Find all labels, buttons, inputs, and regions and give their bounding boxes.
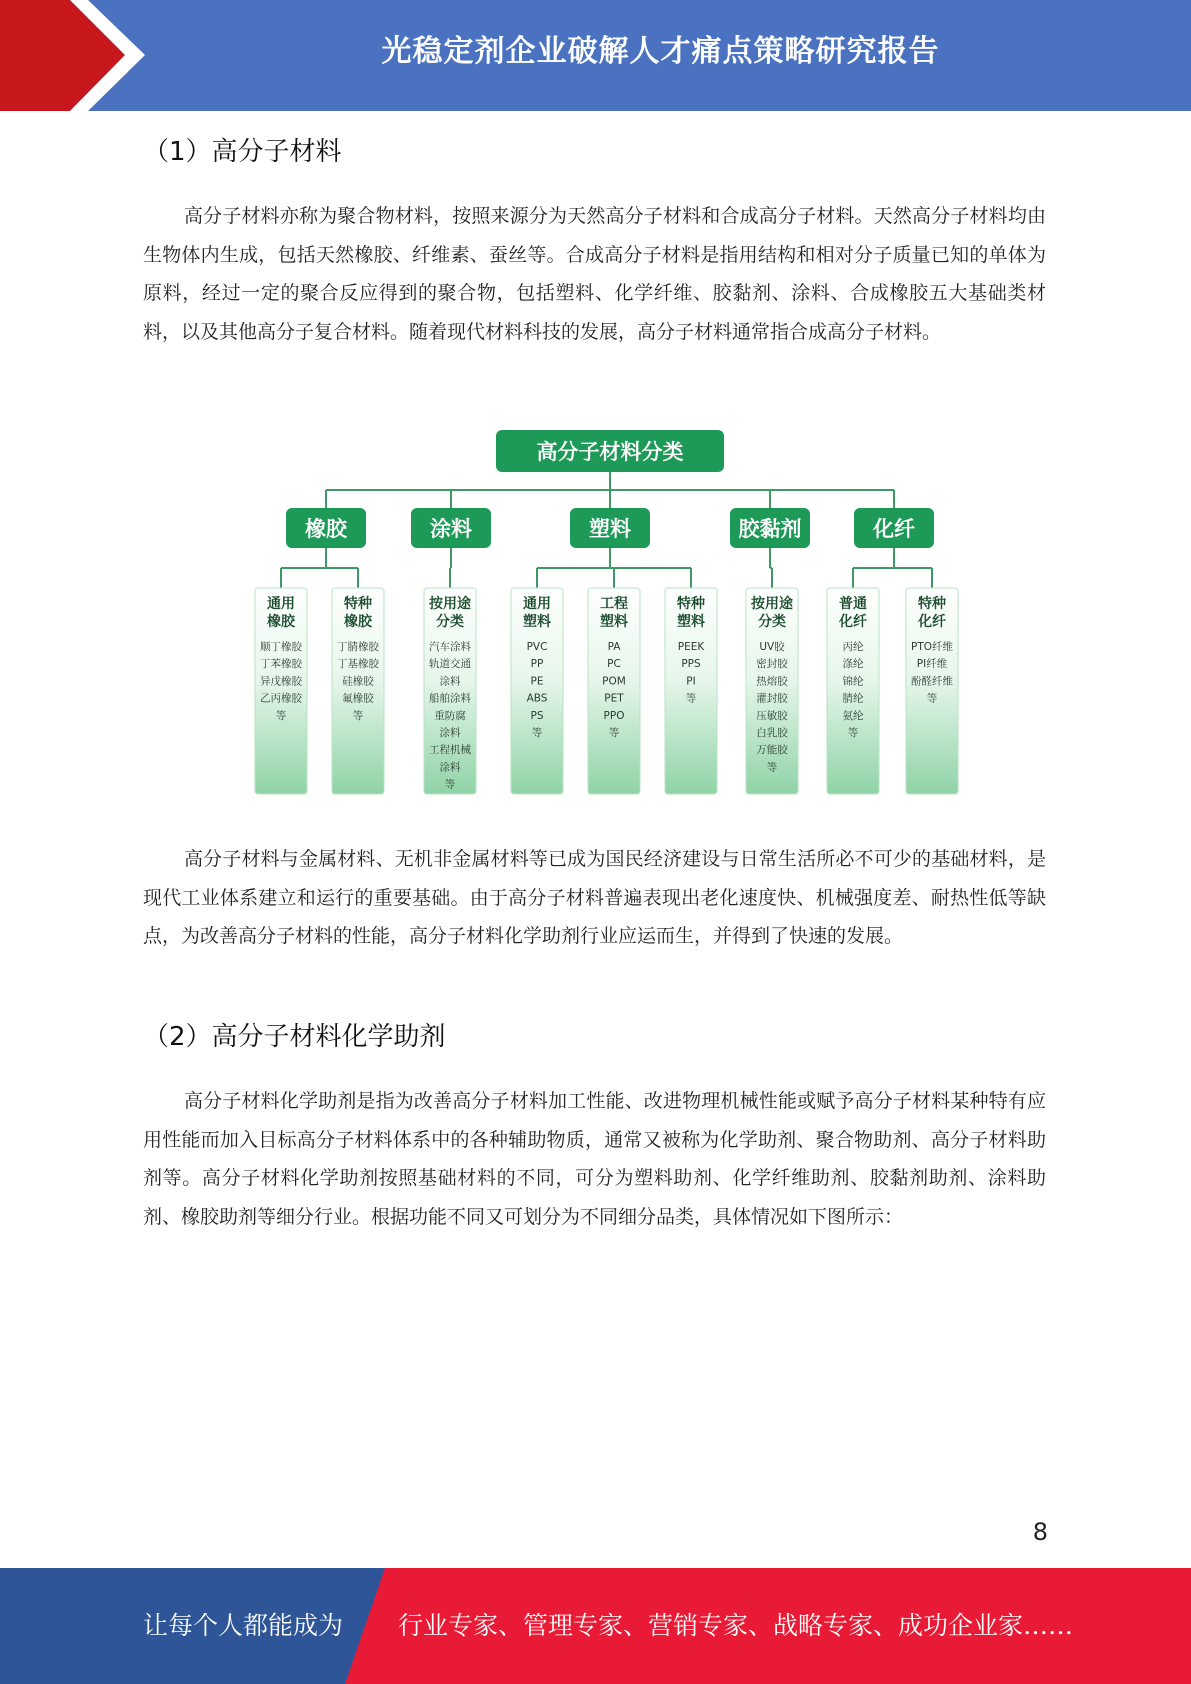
- diagram-leaf-item: 涂料: [439, 675, 461, 688]
- diagram-category-label: 化纤: [873, 517, 915, 541]
- diagram-leaf-item: 丁腈橡胶: [337, 641, 379, 653]
- diagram-leaf-item: PTO纤维: [910, 641, 954, 653]
- diagram-leaf-item: PC: [607, 658, 621, 671]
- polymer-classification-diagram: [240, 418, 980, 802]
- diagram-leaf-item: PI: [686, 675, 696, 688]
- paragraph-polymer-importance: 高分子材料与金属材料、无机非金属材料等已成为国民经济建设与日常生活所必不可少的基础材料，是现代工业体系建立和运行的重要基础。由于高分子材料普遍表现出老化速度快、机械强度差、耐热性低等缺点，为改善高分子材料的性能，高分子材料化学助剂行业应运而生，并得到了快速的发展。: [143, 848, 1046, 947]
- diagram-leaf-item: 等: [685, 692, 697, 705]
- diagram-leaf-item: PP: [530, 658, 544, 671]
- diagram-leaf-item: 等: [444, 778, 456, 791]
- diagram-root-label: 高分子材料分类: [536, 440, 684, 464]
- diagram-leaf-item: 轨道交通: [429, 658, 471, 671]
- diagram-leaf-title: 化纤: [839, 614, 867, 630]
- section-heading-chemical-additives: （2）高分子材料化学助剂: [143, 1022, 446, 1052]
- diagram-category-label: 涂料: [430, 517, 472, 541]
- diagram-category-label: 塑料: [589, 517, 631, 541]
- diagram-leaf-title: 橡胶: [344, 614, 372, 630]
- diagram-leaf-item: 氨纶: [842, 709, 864, 722]
- diagram-leaf-title: 化纤: [918, 614, 946, 630]
- diagram-leaf-item: 涤纶: [842, 658, 864, 671]
- diagram-leaf-item: 热熔胶: [756, 675, 788, 688]
- section-heading-polymer-materials: （1）高分子材料: [143, 137, 342, 167]
- diagram-leaf-item: 工程机械: [429, 744, 471, 757]
- diagram-leaf-item: 等: [766, 761, 778, 774]
- diagram-category-label: 胶黏剂: [738, 517, 802, 541]
- diagram-leaf-item: 锦纶: [842, 675, 864, 688]
- diagram-leaf-item: 汽车涂料: [429, 641, 471, 653]
- diagram-leaf-item: 等: [608, 727, 620, 739]
- diagram-leaf-item: PI纤维: [916, 658, 948, 671]
- diagram-leaf-title: 橡胶: [267, 614, 295, 630]
- header-chevron-decoration: [0, 0, 150, 111]
- paragraph-polymer-intro: 高分子材料亦称为聚合物材料，按照来源分为天然高分子材料和合成高分子材料。天然高分子材料均由生物体内生成，包括天然橡胶、纤维素、蚕丝等。合成高分子材料是指用结构和相对分子质量已知的单体为原料，经过一定的聚合反应得到的聚合物，包括塑料、化学纤维、胶黏剂、涂料、合成橡胶五大基础类材料，以及其他高分子复合材料。随着现代材料科技的发展，高分子材料通常指合成高分子材料。: [143, 205, 1046, 343]
- diagram-leaf-title: 塑料: [600, 614, 628, 630]
- diagram-leaf-item: 密封胶: [756, 658, 788, 671]
- diagram-leaf-item: 灌封胶: [756, 692, 788, 705]
- diagram-leaf-item: 硅橡胶: [342, 675, 374, 688]
- diagram-leaf-item: 涂料: [439, 727, 461, 739]
- diagram-leaf-title: 特种: [677, 596, 705, 612]
- diagram-leaf-title: 特种: [344, 596, 372, 612]
- diagram-leaf-title: 特种: [918, 596, 946, 612]
- diagram-leaf-title: 按用途: [751, 596, 793, 612]
- diagram-leaf-item: 涂料: [439, 761, 461, 774]
- diagram-leaf-title: 按用途: [429, 596, 471, 612]
- diagram-leaf-item: 万能胶: [756, 744, 788, 757]
- diagram-leaf-item: PS: [530, 709, 544, 722]
- diagram-leaf-title: 分类: [758, 614, 786, 630]
- diagram-leaf-item: 重防腐: [434, 709, 466, 722]
- diagram-leaf-item: 船舶涂料: [429, 692, 471, 705]
- diagram-leaf-title: 工程: [600, 596, 628, 612]
- diagram-leaf-item: PET: [604, 692, 624, 705]
- page-header: [0, 0, 1191, 111]
- diagram-leaf-item: 等: [926, 692, 938, 705]
- diagram-leaf-title: 通用: [267, 596, 295, 612]
- diagram-leaf-item: 等: [531, 727, 543, 739]
- diagram-leaf-item: POM: [602, 675, 626, 688]
- diagram-leaf-item: PA: [607, 641, 621, 653]
- footer-slogan-right: 行业专家、管理专家、营销专家、战略专家、成功企业家……: [398, 1611, 1074, 1640]
- diagram-leaf-item: 乙丙橡胶: [260, 692, 302, 705]
- diagram-leaf-item: ABS: [526, 692, 548, 705]
- diagram-leaf-title: 塑料: [523, 614, 551, 630]
- diagram-leaf-item: 酚醛纤维: [911, 675, 953, 688]
- footer-slogan-left: 让每个人都能成为: [143, 1611, 344, 1640]
- diagram-leaf-item: 等: [847, 727, 859, 739]
- diagram-leaf-item: 等: [352, 709, 364, 722]
- diagram-leaf-title: 普通: [839, 596, 867, 612]
- diagram-leaf-item: 丙纶: [842, 641, 864, 653]
- diagram-leaf-item: 丁基橡胶: [337, 658, 379, 671]
- diagram-leaf-title: 通用: [523, 596, 551, 612]
- diagram-leaf-item: PPO: [603, 709, 625, 722]
- diagram-leaf-item: UV胶: [759, 641, 785, 653]
- report-title: 光稳定剂企业破解人才痛点策略研究报告: [381, 34, 940, 69]
- diagram-leaf-item: PPS: [681, 658, 701, 671]
- diagram-leaf-title: 分类: [436, 614, 464, 630]
- diagram-leaf-item: 异戊橡胶: [260, 675, 302, 688]
- diagram-leaf-item: 压敏胶: [756, 709, 788, 722]
- diagram-category-label: 橡胶: [305, 517, 347, 541]
- diagram-leaf-item: 顺丁橡胶: [260, 641, 302, 653]
- diagram-leaf-item: PEEK: [677, 641, 705, 653]
- diagram-leaf-item: PE: [530, 675, 544, 688]
- diagram-leaf-title: 塑料: [677, 614, 705, 630]
- diagram-leaf-item: PVC: [526, 641, 548, 653]
- paragraph-additives-intro: 高分子材料化学助剂是指为改善高分子材料加工性能、改进物理机械性能或赋予高分子材料某种特有应用性能而加入目标高分子材料体系中的各种辅助物质，通常又被称为化学助剂、聚合物助剂、高分子材料助剂等。高分子材料化学助剂按照基础材料的不同，可分为塑料助剂、化学纤维助剂、胶黏剂助剂、涂料助剂、橡胶助剂等细分行业。根据功能不同又可划分为不同细分品类，具体情况如下图所示：: [143, 1090, 1046, 1228]
- diagram-leaf-item: 腈纶: [842, 692, 864, 705]
- diagram-leaf-item: 氟橡胶: [342, 692, 374, 705]
- page-number: 8: [1032, 1518, 1048, 1546]
- diagram-leaf-item: 丁苯橡胶: [260, 658, 302, 671]
- diagram-leaf-item: 白乳胶: [756, 727, 788, 739]
- diagram-leaf-item: 等: [275, 709, 287, 722]
